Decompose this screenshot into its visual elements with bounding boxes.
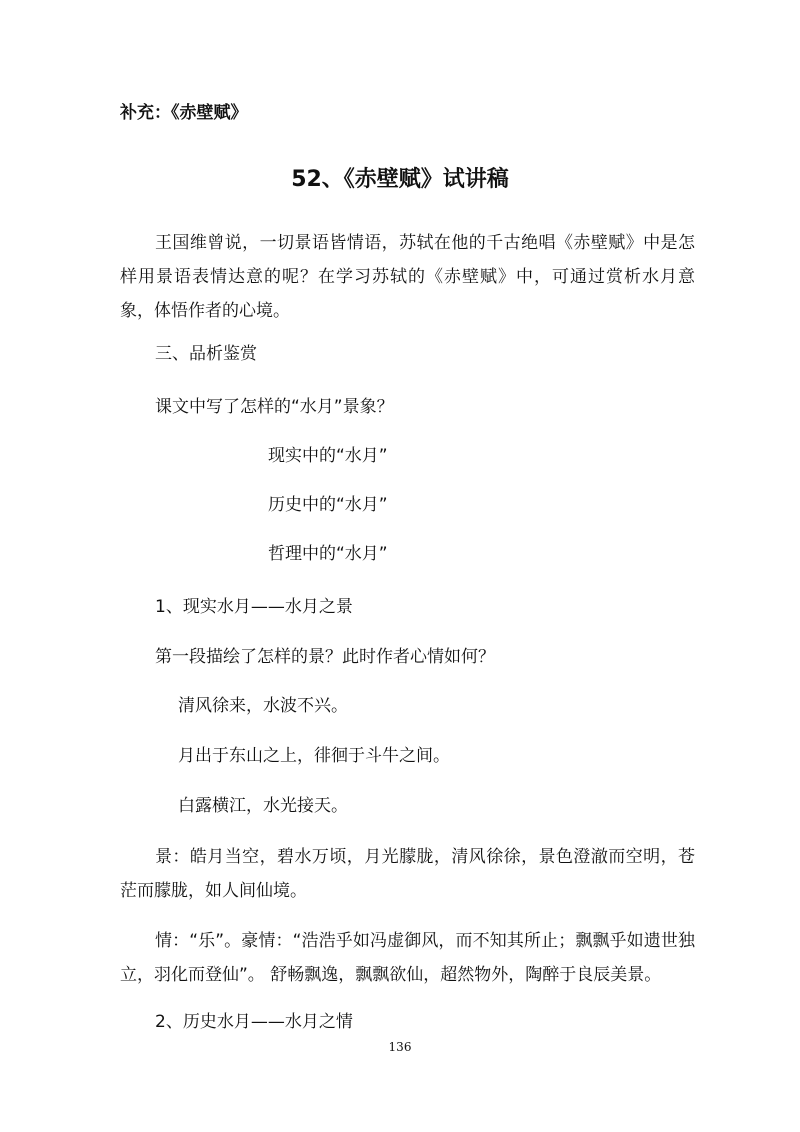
quote-line: 清风徐来，水波不兴。 bbox=[178, 696, 348, 716]
subsection-heading: 1、现实水月——水月之景 bbox=[155, 597, 353, 617]
scene-paragraph: 景：皓月当空，碧水万顷，月光朦胧，清风徐徐，景色澄澈而空明，苍茫而朦胧，如人间仙境。 bbox=[120, 847, 695, 901]
question-text: 第一段描绘了怎样的景？此时作者心情如何？ bbox=[155, 647, 495, 667]
page-title: 52、《赤壁赋》试讲稿 bbox=[291, 167, 509, 192]
moon-type-history: 历史中的“水月” bbox=[268, 495, 388, 515]
page-number: 136 bbox=[388, 1040, 412, 1054]
emotion-paragraph: 情：“乐”。豪情：“浩浩乎如冯虚御风，而不知其所止；飘飘乎如遗世独立，羽化而登仙”。 舒畅飘逸，飘飘欲仙，超然物外，陶醉于良辰美景。 bbox=[120, 931, 695, 985]
moon-type-philosophy: 哲理中的“水月” bbox=[268, 544, 388, 564]
subsection-heading: 2、历史水月——水月之情 bbox=[155, 1012, 353, 1032]
supplement-heading: 补充：《赤壁赋》 bbox=[120, 103, 248, 123]
section-heading: 三、品析鉴赏 bbox=[155, 344, 257, 364]
question-main: 课文中写了怎样的“水月”景象？ bbox=[155, 397, 394, 417]
quote-line: 白露横江，水光接天。 bbox=[178, 796, 348, 816]
quote-line: 月出于东山之上，徘徊于斗牛之间。 bbox=[178, 746, 450, 766]
moon-type-reality: 现实中的“水月” bbox=[268, 446, 388, 466]
intro-paragraph: 王国维曾说，一切景语皆情语，苏轼在他的千古绝唱《赤壁赋》中是怎样用景语表情达意的呢？在学习苏轼的《赤壁赋》中，可通过赏析水月意象，体悟作者的心境。 bbox=[120, 233, 695, 321]
